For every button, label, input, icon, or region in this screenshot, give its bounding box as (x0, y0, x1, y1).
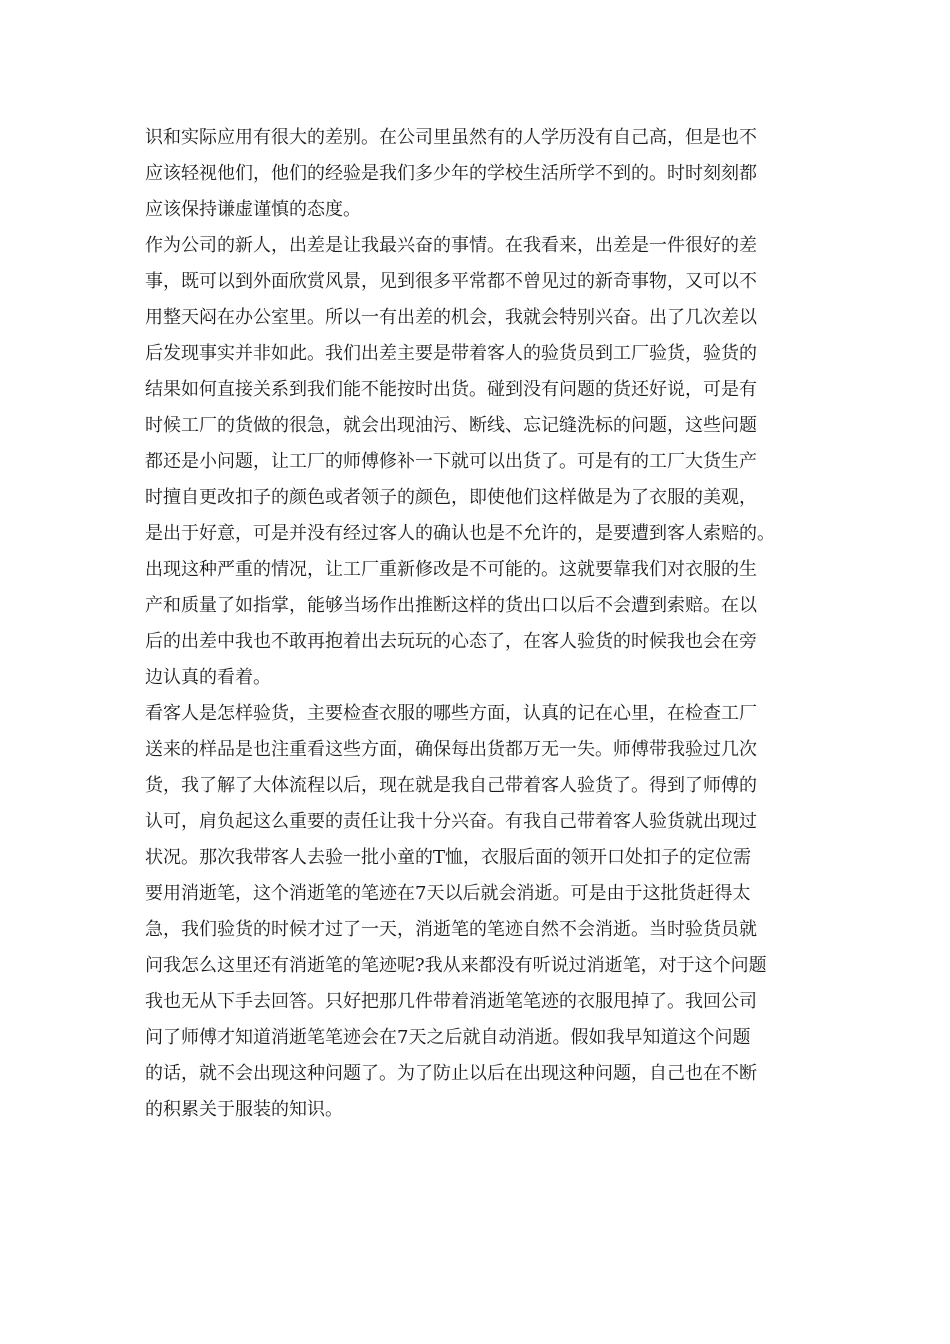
text-line: 出现这种严重的情况，让工厂重新修改是不可能的。这就要靠我们对衣服的生 (145, 559, 757, 580)
text-line: 应该保持谦虚谨慎的态度。 (145, 199, 361, 220)
text-line: 认可，肩负起这么重要的责任让我十分兴奋。有我自己带着客人验货就出现过 (145, 811, 757, 832)
text-line: 是出于好意，可是并没有经过客人的确认也是不允许的，是要遭到客人索赔的。 (145, 523, 775, 544)
text-line: 我也无从下手去回答。只好把那几件带着消逝笔笔迹的衣服甩掉了。我回公司 (145, 991, 757, 1012)
text-line: 要用消逝笔，这个消逝笔的笔迹在7天以后就会消逝。可是由于这批货赶得太 (145, 883, 751, 904)
text-line: 结果如何直接关系到我们能不能按时出货。碰到没有问题的货还好说，可是有 (145, 379, 757, 400)
text-line: 后的出差中我也不敢再抱着出去玩玩的心态了，在客人验货的时候我也会在旁 (145, 631, 757, 652)
text-line: 的积累关于服装的知识。 (145, 1099, 343, 1120)
text-line: 都还是小问题，让工厂的师傅修补一下就可以出货了。可是有的工厂大货生产 (145, 451, 757, 472)
text-line: 货，我了解了大体流程以后，现在就是我自己带着客人验货了。得到了师傅的 (145, 775, 757, 796)
text-line: 送来的样品是也注重看这些方面，确保每出货都万无一失。师傅带我验过几次 (145, 739, 757, 760)
text-line: 的话，就不会出现这种问题了。为了防止以后在出现这种问题，自己也在不断 (145, 1063, 757, 1084)
text-line: 边认真的看着。 (145, 667, 271, 688)
text-line: 看客人是怎样验货，主要检查衣服的哪些方面，认真的记在心里，在检查工厂 (145, 703, 757, 724)
text-line: 后发现事实并非如此。我们出差主要是带着客人的验货员到工厂验货，验货的 (145, 343, 757, 364)
text-line: 急，我们验货的时候才过了一天，消逝笔的笔迹自然不会消逝。当时验货员就 (145, 919, 757, 940)
text-line: 问我怎么这里还有消逝笔的笔迹呢?我从来都没有听说过消逝笔，对于这个问题 (145, 955, 767, 976)
text-line: 识和实际应用有很大的差别。在公司里虽然有的人学历没有自己高，但是也不 (145, 127, 757, 148)
text-line: 用整天闷在办公室里。所以一有出差的机会，我就会特别兴奋。出了几次差以 (145, 307, 757, 328)
text-line: 事，既可以到外面欣赏风景，见到很多平常都不曾见过的新奇事物，又可以不 (145, 271, 757, 292)
text-line: 时擅自更改扣子的颜色或者领子的颜色，即使他们这样做是为了衣服的美观， (145, 487, 757, 508)
text-line: 作为公司的新人，出差是让我最兴奋的事情。在我看来，出差是一件很好的差 (145, 235, 757, 256)
body-text (145, 120, 810, 1128)
text-line: 产和质量了如指掌，能够当场作出推断这样的货出口以后不会遭到索赔。在以 (145, 595, 757, 616)
text-line: 应该轻视他们，他们的经验是我们多少年的学校生活所学不到的。时时刻刻都 (145, 163, 757, 184)
text-line: 状况。那次我带客人去验一批小童的T恤，衣服后面的领开口处扣子的定位需 (145, 847, 752, 868)
text-line: 时候工厂的货做的很急，就会出现油污、断线、忘记缝洗标的问题，这些问题 (145, 415, 757, 436)
text-line: 问了师傅才知道消逝笔笔迹会在7天之后就自动消逝。假如我早知道这个问题 (145, 1027, 751, 1048)
